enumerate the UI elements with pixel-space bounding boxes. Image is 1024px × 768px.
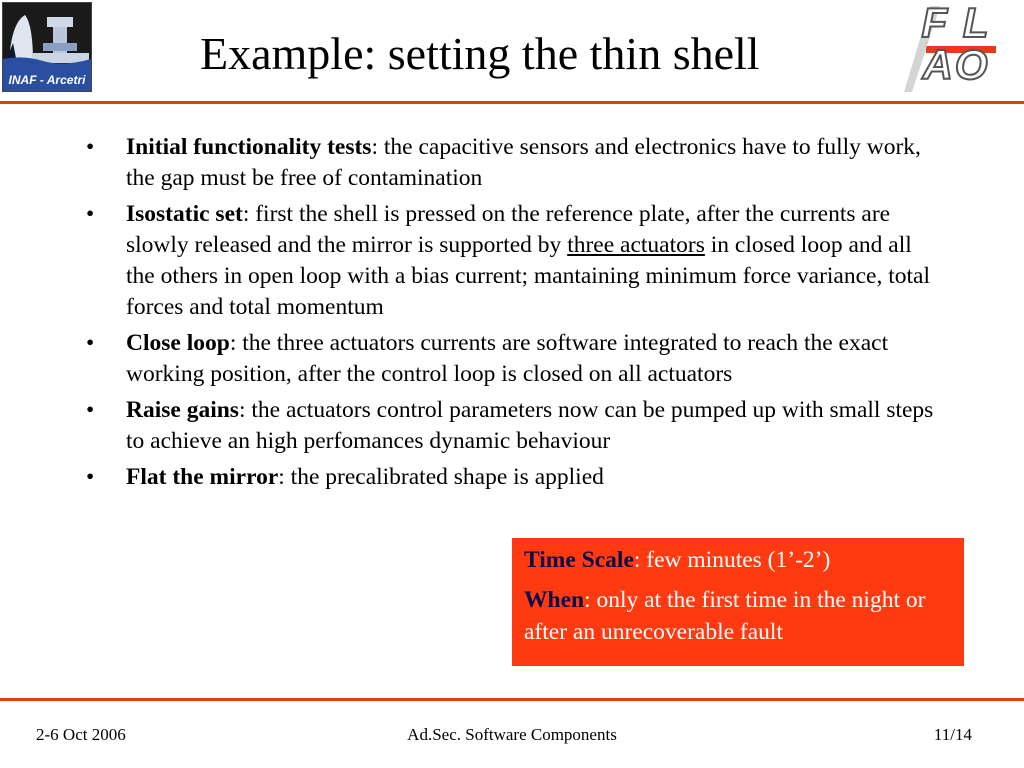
bullet-item xyxy=(86,462,946,493)
bullet-term: Isostatic set xyxy=(126,201,243,227)
bullet-underlined-text: three actuators xyxy=(567,232,705,258)
bullet-icon: • xyxy=(86,397,95,423)
bullet-text: in closed loop and all the others in open loop with a bias current; mantaining minimum force variance, total forces and total momentum xyxy=(126,232,930,320)
bullet-term: Close loop xyxy=(126,330,230,356)
slide-title: Example: setting the thin shell xyxy=(200,28,760,79)
bullet-term: Initial functionality tests xyxy=(126,134,372,160)
bullet-text: : the actuators control parameters now can be pumped up with small steps to achieve an high perfomances dynamic behaviour xyxy=(126,397,934,454)
header-divider xyxy=(0,101,1024,104)
when-line xyxy=(524,584,952,648)
time-scale-value: : few minutes (1’-2’) xyxy=(633,547,831,573)
logo-left-label: INAF - Arcetri xyxy=(3,69,91,91)
page-number: 11/14 xyxy=(933,725,972,744)
time-scale-line xyxy=(524,544,952,576)
observatory-icon xyxy=(3,3,91,69)
bullet-item xyxy=(86,395,946,457)
when-label: When xyxy=(524,587,585,613)
bullet-icon: • xyxy=(86,134,95,160)
bullet-item xyxy=(86,199,946,323)
flao-logo-line1: F L xyxy=(921,0,991,46)
bullet-term: Raise gains xyxy=(126,397,239,423)
bullet-text: : the capacitive sensors and electronics have to fully work, the gap must be free of contamination xyxy=(126,134,921,191)
bullet-item xyxy=(86,328,946,390)
footer-title: Ad.Sec. Software Components xyxy=(407,725,617,744)
bullet-list xyxy=(86,132,946,498)
bullet-icon: • xyxy=(86,201,95,227)
time-scale-label: Time Scale xyxy=(524,547,634,573)
bullet-icon: • xyxy=(86,464,95,490)
flao-logo-line2: AO xyxy=(922,41,990,88)
flao-logo-text xyxy=(902,2,1010,86)
bullet-text: : the three actuators currents are software integrated to reach the exact working position, after the control loop is closed on all actuators xyxy=(126,330,889,387)
inaf-arcetri-logo xyxy=(2,2,92,92)
bullet-term: Flat the mirror xyxy=(126,464,279,490)
bullet-text: : the precalibrated shape is applied xyxy=(278,464,604,490)
time-scale-callout xyxy=(512,538,964,666)
bullet-text: : first the shell is pressed on the reference plate, after the currents are slowly released and the mirror is supported by xyxy=(126,201,891,258)
footer-divider xyxy=(0,698,1024,701)
bullet-icon: • xyxy=(86,330,95,356)
flao-logo xyxy=(902,2,1010,94)
bullet-item xyxy=(86,132,946,194)
footer-date: 2-6 Oct 2006 xyxy=(36,725,126,744)
when-value: : only at the first time in the night or after an unrecoverable fault xyxy=(524,587,926,645)
